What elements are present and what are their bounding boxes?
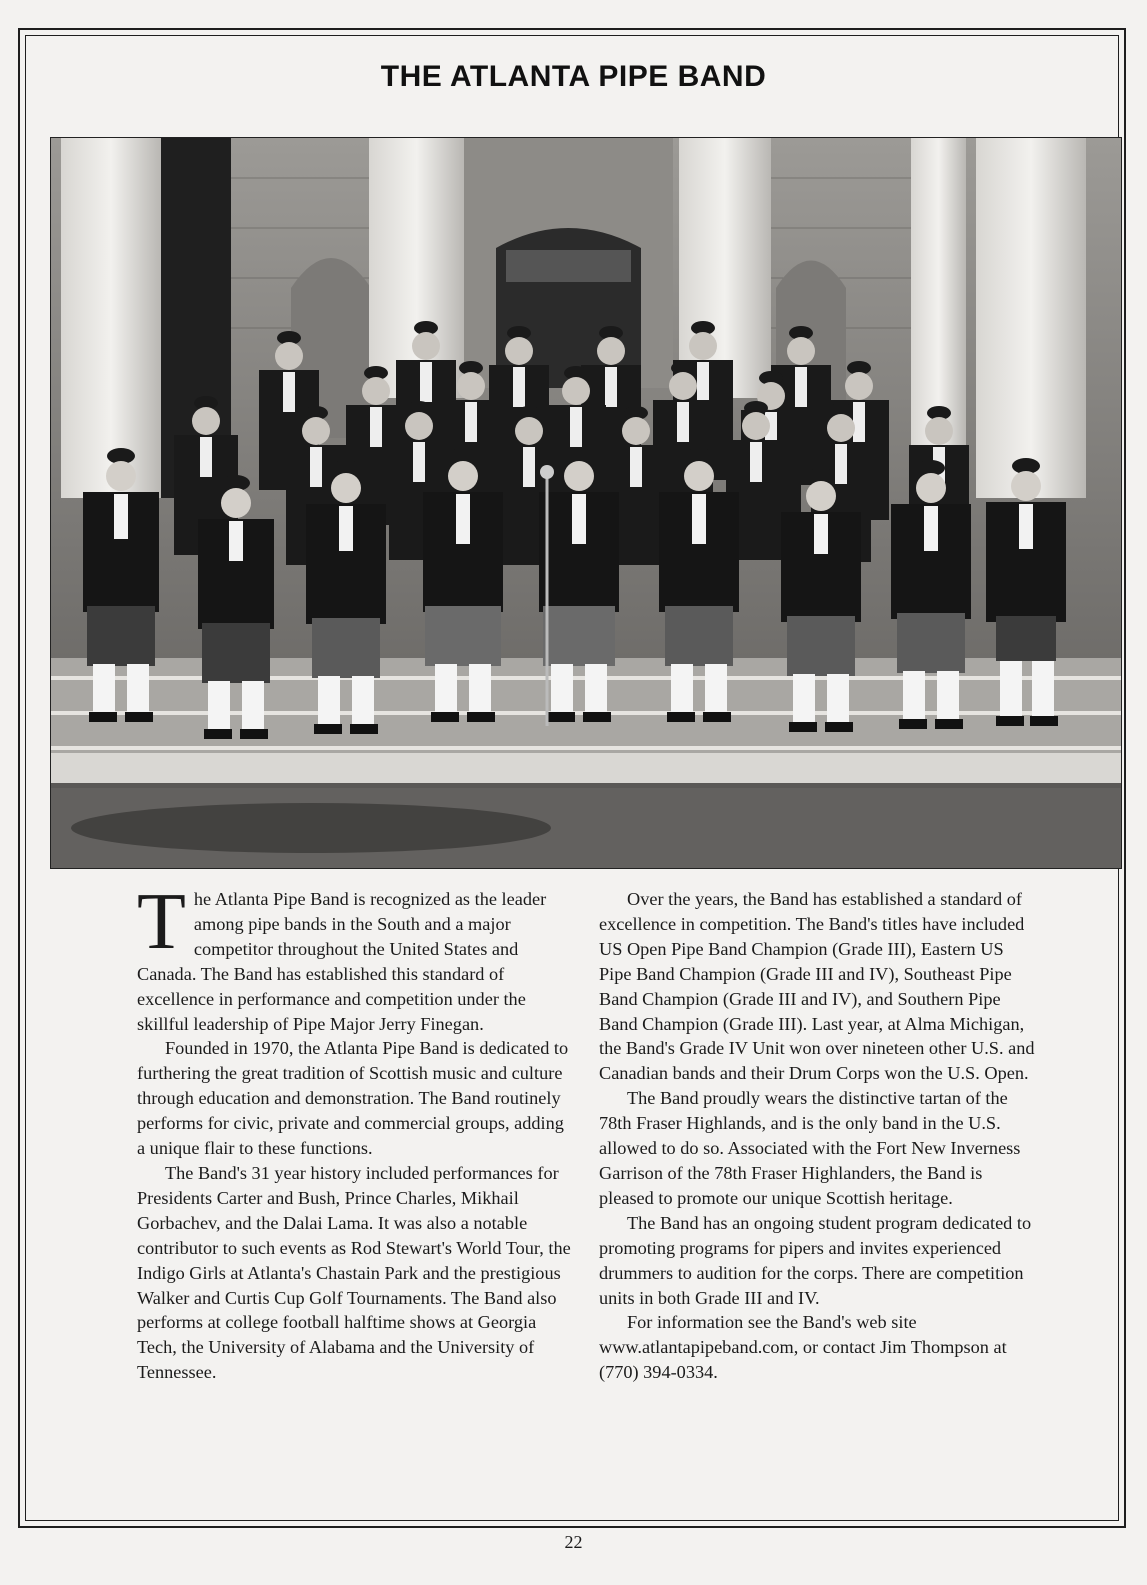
paragraph: Founded in 1970, the Atlanta Pipe Band is dedicated to furthering the great tradition of Scottish music and culture through education and demonstration. The Band routinely performs for civic, private and commercial groups, adding a unique flair to these functions. bbox=[137, 1038, 569, 1159]
paragraph: Over the years, the Band has established a standard of excellence in competition. The Band's titles have included US Open Pipe Band Champion (Grade III), Eastern US Pipe Band Champion (Grade III and IV), Southeast Pipe Band Champion (Grade III and IV), and Southern Pipe Band Champion (Grade III). Last year, at Alma Michigan, the Band's Grade IV Unit won over nineteen other U.S. and Canadian bands and their Drum Corps won the U.S. Open. bbox=[599, 889, 1035, 1084]
paragraph-text: he Atlanta Pipe Band is recognized as the leader among pipe bands in the South and a major competitor throughout the United States and Canada. The Band has established this standard of excellence in performance and competition under the skillful leadership of Pipe Major Jerry Finegan. bbox=[137, 889, 547, 1034]
paragraph: The Band's 31 year history included performances for Presidents Carter and Bush, Prince Charles, Mikhail Gorbachev, and the Dalai Lama. It was also a notable contributor to such events as Rod Stewart's World Tour, the Indigo Girls at Atlanta's Chastain Park and the prestigious Walker and Curtis Cup Golf Tournaments. The Band also performs at college football halftime shows at Georgia Tech, the University of Alabama and the University of Tennessee. bbox=[137, 1162, 571, 1383]
band-group-photo bbox=[50, 137, 1122, 869]
paragraph: The Band proudly wears the distinctive tartan of the 78th Fraser Highlands, and is the only band in the U.S. allowed to do so. Associated with the Fort New Inverness Garrison of the 78th Fraser Highlanders, the Band is pleased to promote our unique Scottish heritage. bbox=[599, 1088, 1021, 1208]
article-right-column bbox=[599, 887, 1035, 1385]
band-photo-illustration bbox=[51, 138, 1121, 868]
paragraph: For information see the Band's web site www.atlantapipeband.com, or contact Jim Thompson at (770) 394-0334. bbox=[599, 1312, 1007, 1383]
article-left-column bbox=[137, 878, 573, 1385]
page-title: THE ATLANTA PIPE BAND bbox=[380, 60, 767, 93]
paragraph bbox=[137, 878, 573, 1036]
paragraph: The Band has an ongoing student program dedicated to promoting programs for pipers and invites experienced drummers to audition for the corps. There are competition units in both Grade III and IV. bbox=[599, 1212, 1032, 1308]
page-number: 22 bbox=[564, 1532, 583, 1552]
drop-cap: T bbox=[137, 878, 186, 966]
